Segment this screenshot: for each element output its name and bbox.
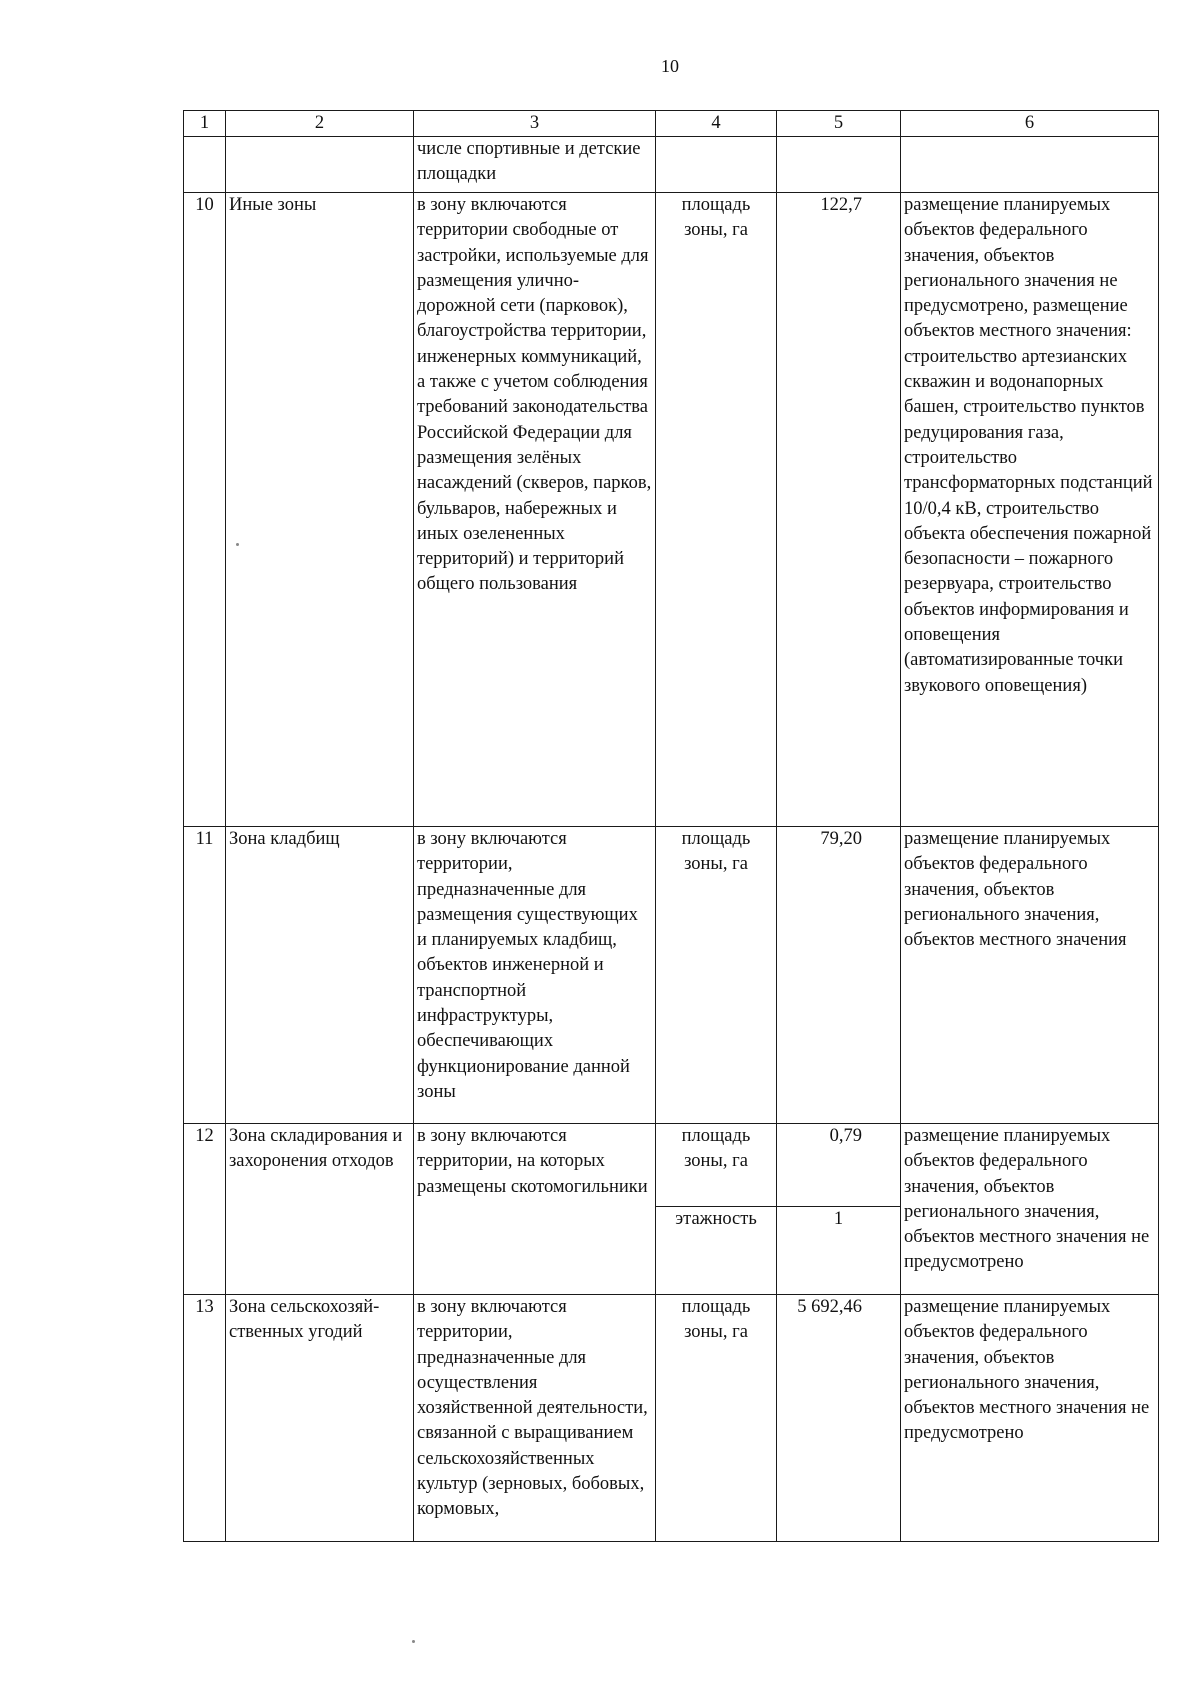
param-name: площадь зоны, га: [656, 1295, 777, 1542]
table-header-row: [184, 111, 1159, 137]
zone-name: Зона сельскохозяй-ственных угодий: [226, 1295, 414, 1542]
table-row: [184, 193, 1159, 827]
header-cell: 3: [414, 111, 656, 137]
zone-name: Иные зоны: [226, 193, 414, 827]
planned-objects: размещение планируемых объектов федерального значения, объектов регионального значения не предусмотрено, размещение объектов местного значения: строительство артезианских скважин и водонапорных башен, строительство пунктов редуцирования газа, строительство трансформаторных подстанций 10/0,4 кВ, строительство объекта обеспечения пожарной безопасности – пожарного резервуара, строительство объектов информирования и оповещения (автоматизированные точки звукового оповещения): [901, 193, 1159, 827]
zone-description: в зону включаются территории, предназначенные для размещения существующих и планируемых кладбищ, объектов инженерной и транспортной инфраструктуры, обеспечивающих функционирование данной зоны: [414, 827, 656, 1124]
param-value: 5 692,46: [777, 1295, 901, 1542]
header-cell: 6: [901, 111, 1159, 137]
table-row: [184, 1124, 1159, 1295]
planned-objects: размещение планируемых объектов федерального значения, объектов регионального значения, объектов местного значения не предусмотрено: [901, 1124, 1159, 1295]
planned-objects: размещение планируемых объектов федерального значения, объектов регионального значения, объектов местного значения не предусмотрено: [901, 1295, 1159, 1542]
zone-description: в зону включаются территории свободные от застройки, используемые для размещения улично-дорожной сети (парковок), благоустройства территории, инженерных коммуникаций, а также с учетом соблюдения требований законодательства Российской Федерации для размещения зелёных насаждений (скверов, парков, бульваров, набережных и иных озелененных территорий) и территорий общего пользования: [414, 193, 656, 827]
table-row: [184, 1295, 1159, 1542]
param-cell-split: [656, 1124, 777, 1295]
description-cell: числе спортивные и детские площадки: [414, 137, 656, 193]
header-cell: 2: [226, 111, 414, 137]
scan-speck: [412, 1640, 415, 1643]
param-value: 122,7: [777, 193, 901, 827]
page-number: 10: [661, 56, 679, 76]
param-value: 79,20: [777, 827, 901, 1124]
param-name-2: этажность: [675, 1209, 757, 1229]
row-number: 12: [184, 1124, 226, 1295]
zone-name: Зона складирования и захоронения отходов: [226, 1124, 414, 1295]
scan-speck: [236, 543, 239, 546]
param-name: площадь зоны, га: [656, 827, 777, 1124]
param-name: площадь зоны, га: [656, 1124, 776, 1207]
row-number: 10: [184, 193, 226, 827]
param-name: площадь зоны, га: [656, 193, 777, 827]
header-cell: 5: [777, 111, 901, 137]
param-value-2: 1: [833, 1209, 844, 1229]
header-cell: 1: [184, 111, 226, 137]
table-row: [184, 827, 1159, 1124]
row-number: 11: [184, 827, 226, 1124]
header-cell: 4: [656, 111, 777, 137]
value-cell-split: [777, 1124, 901, 1295]
table-row-continuation: [184, 137, 1159, 193]
zone-description: в зону включаются территории, предназначенные для осуществления хозяйственной деятельности, связанной с выращиванием сельскохозяйственных культур (зерновых, бобовых, кормовых,: [414, 1295, 656, 1542]
zone-name: Зона кладбищ: [226, 827, 414, 1124]
zone-description: в зону включаются территории, на которых размещены скотомогильники: [414, 1124, 656, 1295]
row-number: 13: [184, 1295, 226, 1542]
zones-table: [183, 110, 1159, 1542]
planned-objects: размещение планируемых объектов федерального значения, объектов регионального значения, объектов местного значения: [901, 827, 1159, 1124]
param-value: 0,79: [777, 1124, 900, 1207]
